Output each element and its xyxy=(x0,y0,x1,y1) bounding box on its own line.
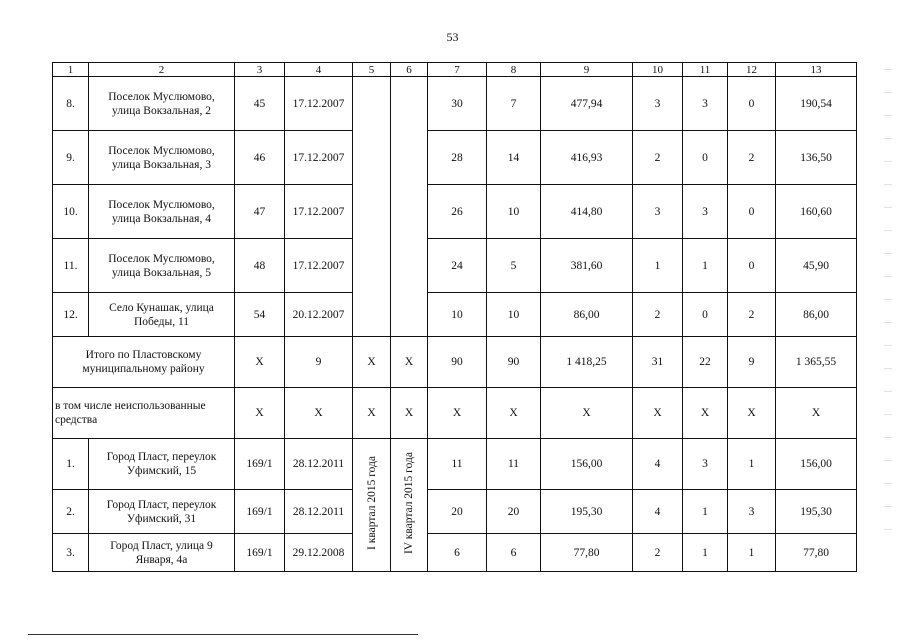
cell: 90 xyxy=(487,337,541,388)
cell: 1 xyxy=(683,490,728,534)
unused-funds-row xyxy=(53,388,857,439)
cell: 2 xyxy=(728,293,776,337)
cell: 14 xyxy=(487,131,541,185)
cell: 160,60 xyxy=(776,185,857,239)
unused-funds-label xyxy=(53,388,235,439)
cell: Х xyxy=(235,388,285,439)
empty-merged-cell xyxy=(391,77,428,337)
cell: 28 xyxy=(428,131,487,185)
address-line: улица Вокзальная, 2 xyxy=(112,104,211,117)
cell: 11 xyxy=(428,439,487,490)
unused-label-line: средства xyxy=(55,414,98,426)
column-header: 6 xyxy=(391,63,428,77)
cell: 7 xyxy=(487,77,541,131)
address-cell xyxy=(89,439,235,490)
cell: 1 xyxy=(728,534,776,572)
cell: 3 xyxy=(633,77,683,131)
date-cell: 28.12.2011 xyxy=(285,439,353,490)
column-header: 7 xyxy=(428,63,487,77)
quarter-cell xyxy=(391,439,428,572)
column-header: 4 xyxy=(285,63,353,77)
date-cell: 17.12.2007 xyxy=(285,77,353,131)
resettlement-table xyxy=(52,62,857,572)
address-line: улица Вокзальная, 5 xyxy=(112,266,211,279)
cell: 3 xyxy=(728,490,776,534)
cell: 3 xyxy=(633,185,683,239)
cell: 169/1 xyxy=(235,490,285,534)
address-cell xyxy=(89,534,235,572)
cell: 1 418,25 xyxy=(541,337,633,388)
cell: 477,94 xyxy=(541,77,633,131)
cell: 169/1 xyxy=(235,534,285,572)
column-header: 9 xyxy=(541,63,633,77)
cell: 20 xyxy=(428,490,487,534)
unused-label-line: в том числе неиспользованные xyxy=(55,400,206,412)
cell: 10 xyxy=(428,293,487,337)
address-line: Город Пласт, переулок xyxy=(106,451,217,463)
row-number: 9. xyxy=(53,131,89,185)
column-header: 11 xyxy=(683,63,728,77)
address-line: Января, 4а xyxy=(135,553,188,566)
cell: Х xyxy=(633,388,683,439)
cell: 2 xyxy=(633,293,683,337)
cell: Х xyxy=(391,337,428,388)
cell: 416,93 xyxy=(541,131,633,185)
cell: 45 xyxy=(235,77,285,131)
cell: Х xyxy=(428,388,487,439)
row-number: 11. xyxy=(53,239,89,293)
table-row xyxy=(53,185,857,239)
table-row xyxy=(53,534,857,572)
cell: 24 xyxy=(428,239,487,293)
cell: 9 xyxy=(285,337,353,388)
address-line: Победы, 11 xyxy=(133,315,190,328)
date-cell: 17.12.2007 xyxy=(285,239,353,293)
address-line: Поселок Муслюмово, xyxy=(108,144,215,157)
cell: 86,00 xyxy=(541,293,633,337)
cell: 156,00 xyxy=(541,439,633,490)
table-row xyxy=(53,439,857,490)
column-header: 2 xyxy=(89,63,235,77)
quarter-label: IV квартал 2015 года xyxy=(403,451,415,555)
column-header: 5 xyxy=(353,63,391,77)
cell: 4 xyxy=(633,439,683,490)
cell: 1 xyxy=(683,239,728,293)
address-cell xyxy=(89,239,235,293)
address-line: улица Вокзальная, 4 xyxy=(112,212,211,225)
cell: 169/1 xyxy=(235,439,285,490)
cell: 1 365,55 xyxy=(776,337,857,388)
cell: Х xyxy=(285,388,353,439)
cell: 136,50 xyxy=(776,131,857,185)
cell: 26 xyxy=(428,185,487,239)
cell: 3 xyxy=(683,77,728,131)
cell: 1 xyxy=(728,439,776,490)
cell: 0 xyxy=(683,293,728,337)
row-number: 8. xyxy=(53,77,89,131)
column-header: 8 xyxy=(487,63,541,77)
cell: Х xyxy=(353,337,391,388)
row-number: 10. xyxy=(53,185,89,239)
cell: Х xyxy=(683,388,728,439)
address-line: Город Пласт, переулок xyxy=(106,498,217,511)
row-number: 2. xyxy=(53,490,89,534)
date-cell: 29.12.2008 xyxy=(285,534,353,572)
cell: 9 xyxy=(728,337,776,388)
address-cell xyxy=(89,77,235,131)
cell: Х xyxy=(487,388,541,439)
cell: 45,90 xyxy=(776,239,857,293)
cell: 6 xyxy=(487,534,541,572)
cell: 31 xyxy=(633,337,683,388)
cell: 4 xyxy=(633,490,683,534)
row-number: 12. xyxy=(53,293,89,337)
address-line: Поселок Муслюмово, xyxy=(108,252,215,265)
cell: 2 xyxy=(633,534,683,572)
address-line: Уфимский, 15 xyxy=(126,465,197,477)
cell: 1 xyxy=(633,239,683,293)
cell: 3 xyxy=(683,185,728,239)
cell: 5 xyxy=(487,239,541,293)
cell: 190,54 xyxy=(776,77,857,131)
address-cell xyxy=(89,185,235,239)
column-header: 10 xyxy=(633,63,683,77)
cell: 90 xyxy=(428,337,487,388)
quarter-label: I квартал 2015 года xyxy=(365,456,378,550)
table-row xyxy=(53,131,857,185)
cell: Х xyxy=(728,388,776,439)
cell: 11 xyxy=(487,439,541,490)
column-header: 1 xyxy=(53,63,89,77)
address-cell xyxy=(89,131,235,185)
table-row xyxy=(53,77,857,131)
cell: 54 xyxy=(235,293,285,337)
cell: Х xyxy=(235,337,285,388)
cell: 0 xyxy=(728,185,776,239)
cell: 47 xyxy=(235,185,285,239)
date-cell: 17.12.2007 xyxy=(285,131,353,185)
cell: 46 xyxy=(235,131,285,185)
table-row xyxy=(53,293,857,337)
cell: 22 xyxy=(683,337,728,388)
scan-margin-artifact xyxy=(884,60,892,540)
cell: Х xyxy=(541,388,633,439)
total-row xyxy=(53,337,857,388)
cell: 0 xyxy=(728,77,776,131)
cell: 0 xyxy=(683,131,728,185)
date-cell: 28.12.2011 xyxy=(285,490,353,534)
column-header: 3 xyxy=(235,63,285,77)
cell: Х xyxy=(391,388,428,439)
row-number: 1. xyxy=(53,439,89,490)
cell: 30 xyxy=(428,77,487,131)
address-line: Поселок Муслюмово, xyxy=(108,90,215,103)
column-header: 12 xyxy=(728,63,776,77)
address-cell xyxy=(89,490,235,534)
cell: 381,60 xyxy=(541,239,633,293)
cell: 414,80 xyxy=(541,185,633,239)
total-label-line: муниципальному району xyxy=(82,363,205,375)
cell: Х xyxy=(776,388,857,439)
total-label-line: Итого по Пластовскому xyxy=(85,349,202,361)
column-number-row xyxy=(53,63,857,77)
cell: 156,00 xyxy=(776,439,857,490)
address-line: Уфимский, 31 xyxy=(126,512,197,525)
table-row xyxy=(53,490,857,534)
row-number: 3. xyxy=(53,534,89,572)
page-number: 53 xyxy=(446,30,459,44)
cell: 2 xyxy=(633,131,683,185)
address-line: улица Вокзальная, 3 xyxy=(112,158,211,171)
cell: 10 xyxy=(487,185,541,239)
cell: 10 xyxy=(487,293,541,337)
empty-merged-cell xyxy=(353,77,391,337)
cell: 48 xyxy=(235,239,285,293)
cell: 6 xyxy=(428,534,487,572)
cell: 0 xyxy=(728,239,776,293)
cell: 1 xyxy=(683,534,728,572)
address-line: Поселок Муслюмово, xyxy=(108,198,215,211)
cell: 195,30 xyxy=(541,490,633,534)
address-line: Село Кунашак, улица xyxy=(109,301,214,314)
date-cell: 17.12.2007 xyxy=(285,185,353,239)
total-label xyxy=(53,337,235,388)
cell: Х xyxy=(353,388,391,439)
cell: 195,30 xyxy=(776,490,857,534)
cell: 3 xyxy=(683,439,728,490)
cell: 86,00 xyxy=(776,293,857,337)
date-cell: 20.12.2007 xyxy=(285,293,353,337)
cell: 77,80 xyxy=(776,534,857,572)
cell: 2 xyxy=(728,131,776,185)
cell: 77,80 xyxy=(541,534,633,572)
quarter-cell xyxy=(353,439,391,572)
cell: 20 xyxy=(487,490,541,534)
column-header: 13 xyxy=(776,63,857,77)
address-cell xyxy=(89,293,235,337)
footnote-divider xyxy=(28,634,418,635)
address-line: Город Пласт, улица 9 xyxy=(110,539,213,552)
table-row xyxy=(53,239,857,293)
